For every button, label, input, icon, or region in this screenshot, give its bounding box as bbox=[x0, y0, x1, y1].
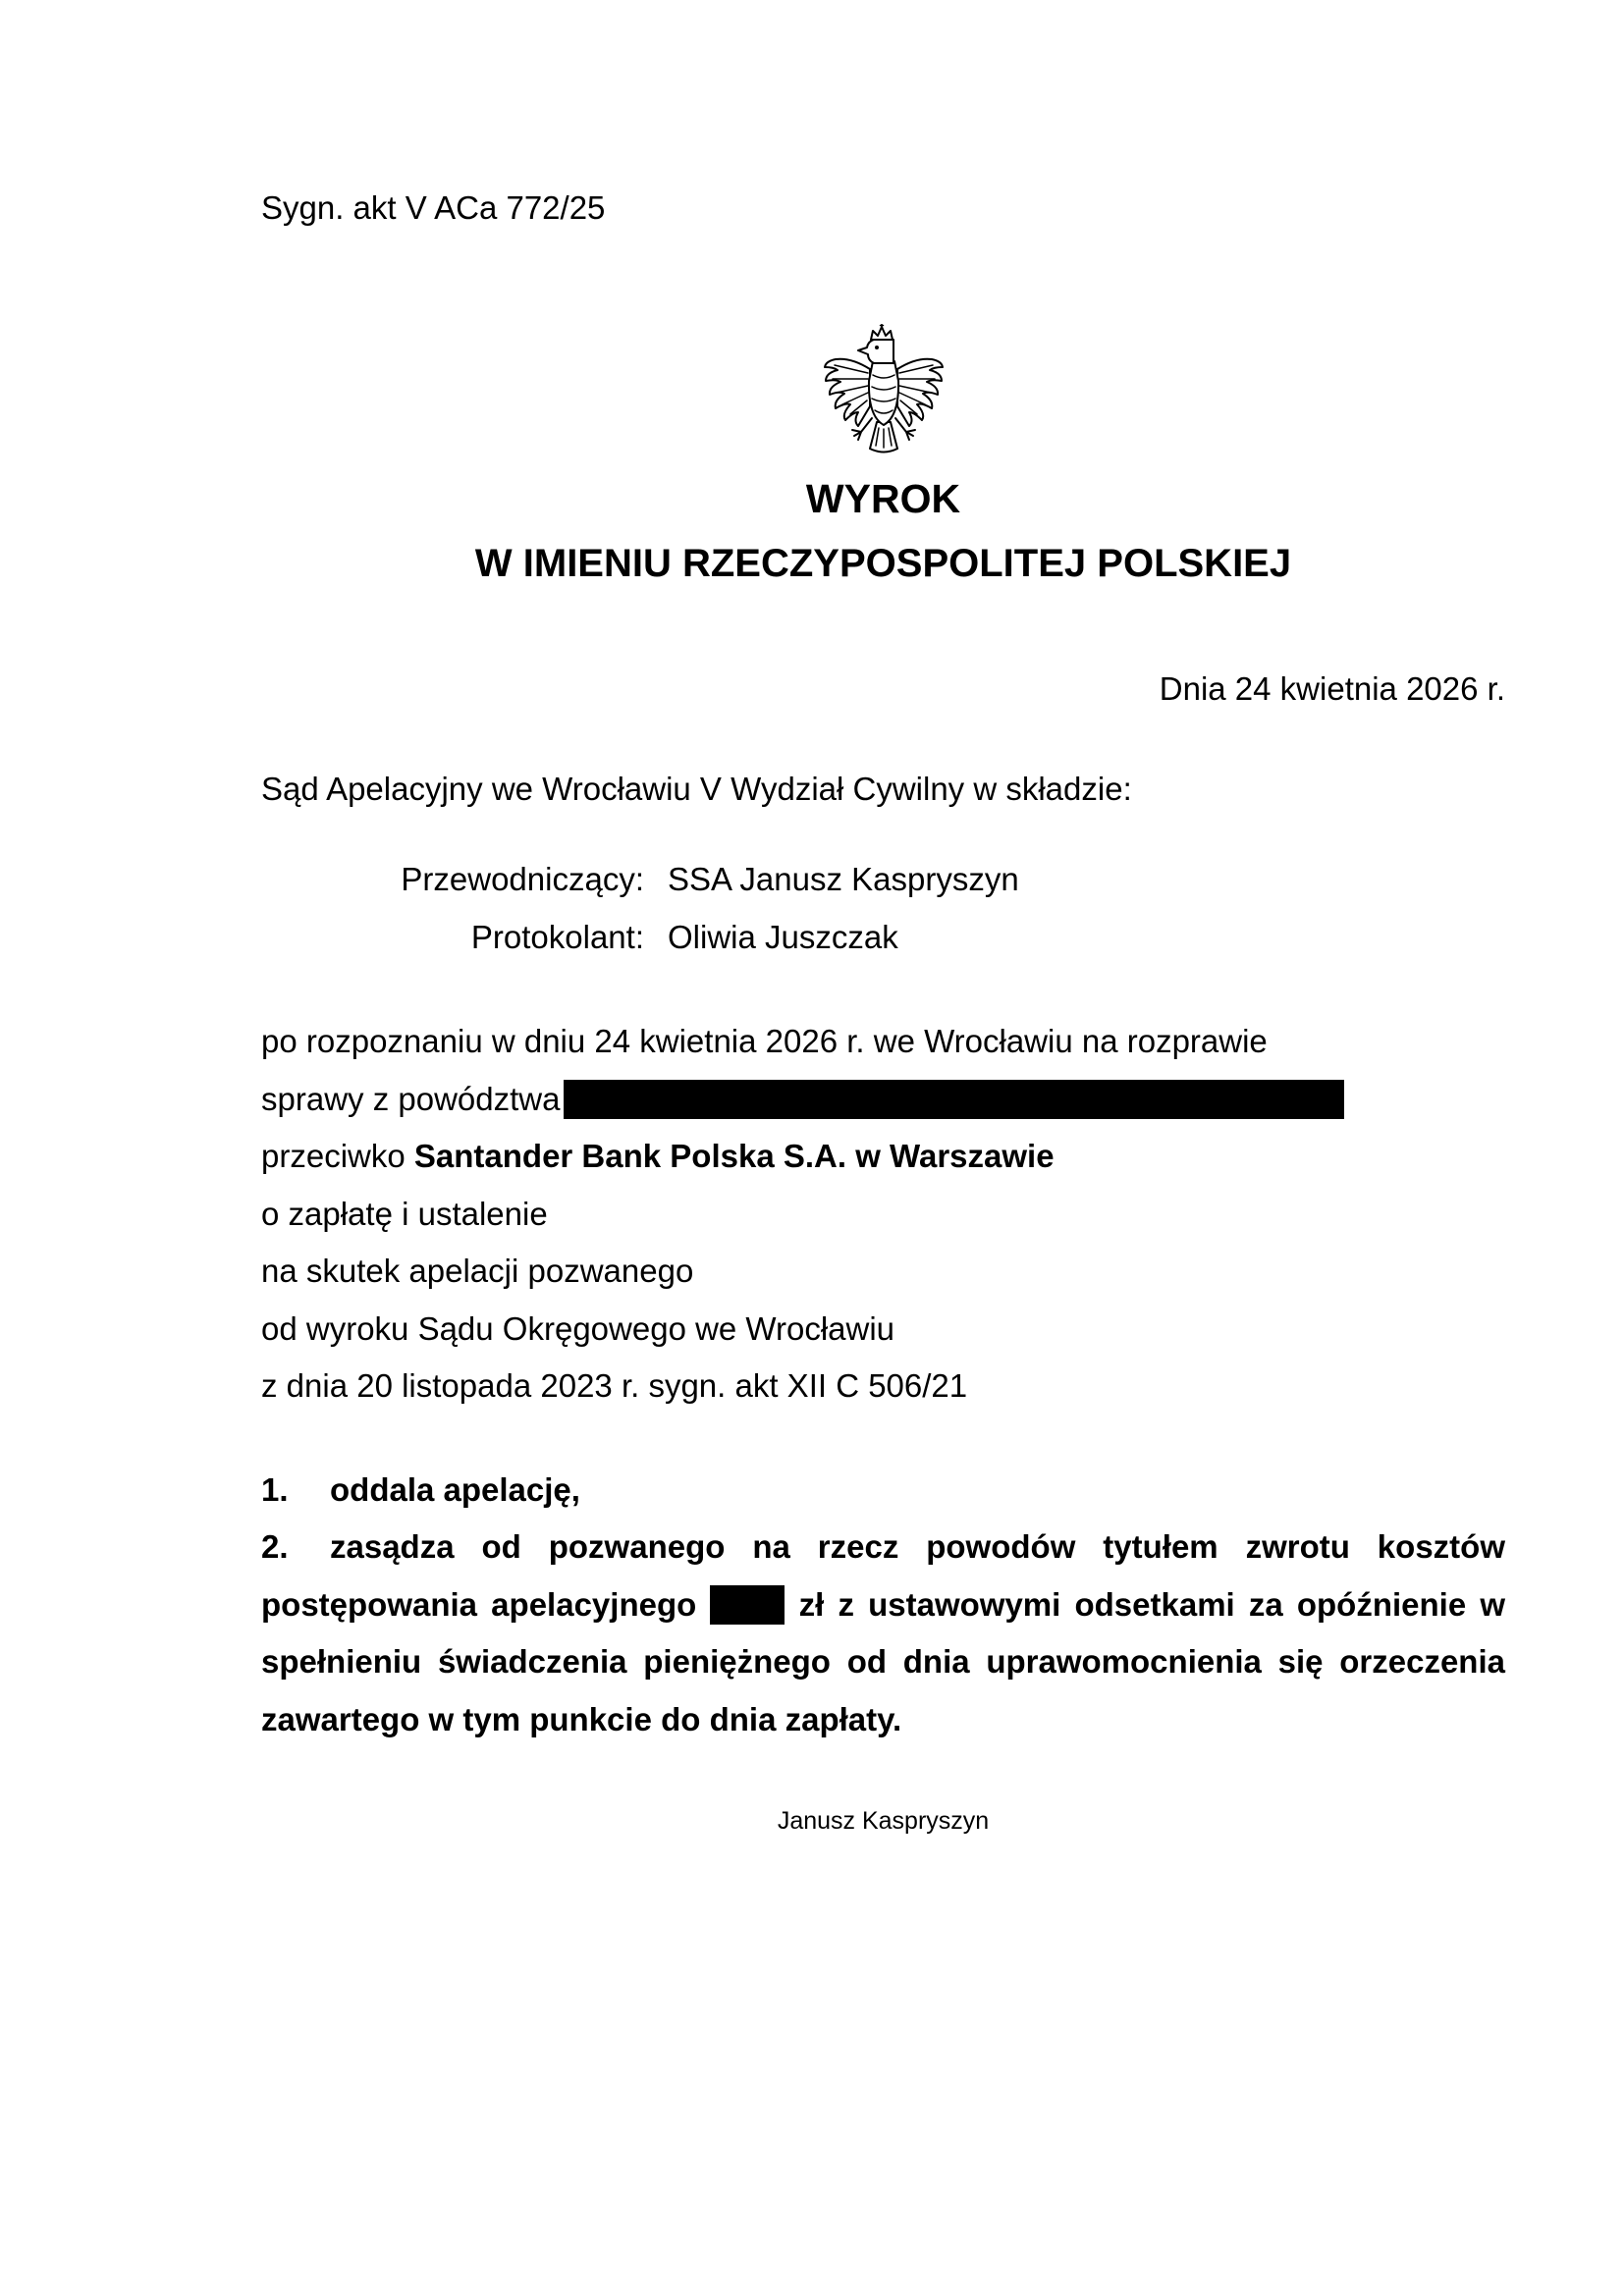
judgment-title: WYROK bbox=[805, 476, 961, 521]
claim-prefix: sprawy z powództwa bbox=[261, 1080, 561, 1117]
ruling-section bbox=[261, 1462, 1505, 1749]
panel-row-clerk bbox=[261, 908, 1505, 966]
panel-role-label: Przewodniczący: bbox=[401, 861, 644, 897]
judgment-subtitle: W IMIENIU RZECZYPOSPOLITEJ POLSKIEJ bbox=[474, 542, 1292, 585]
ruling-item-number: 1. bbox=[261, 1470, 289, 1508]
panel-judge-name: SSA Janusz Kaspryszyn bbox=[668, 861, 1019, 897]
ruling-item-1 bbox=[261, 1462, 1505, 1520]
appealed-judgment-date-line: z dnia 20 listopada 2023 r. sygn. akt XII C 506/21 bbox=[261, 1367, 968, 1404]
appeal-line: na skutek apelacji pozwanego bbox=[261, 1253, 694, 1289]
subject-line: o zapłatę i ustalenie bbox=[261, 1195, 548, 1232]
ruling-item-number: 2. bbox=[261, 1528, 289, 1565]
claim-line bbox=[261, 1071, 1505, 1129]
polish-eagle-icon bbox=[824, 324, 944, 463]
appealed-judgment-court-line: od wyroku Sądu Okręgowego we Wrocławiu bbox=[261, 1309, 895, 1347]
court-composition-intro: Sąd Apelacyjny we Wrocławiu V Wydział Cywilny w składzie: bbox=[261, 771, 1132, 807]
redaction-bar-plaintiff bbox=[564, 1080, 1344, 1119]
panel-role-label: Protokolant: bbox=[470, 919, 644, 955]
panel-composition bbox=[261, 850, 1505, 966]
ruling-item-text-before: zasądza od pozwanego na rzecz powodów tytułem zwrotu kosztów postępowania apelacyjnego bbox=[261, 1528, 1505, 1623]
recitals bbox=[261, 1013, 1505, 1415]
ruling-item-2 bbox=[261, 1519, 1505, 1748]
defendant-prefix: przeciwko bbox=[261, 1138, 406, 1174]
hearing-line: po rozpoznaniu w dniu 24 kwietnia 2026 r. we Wrocławiu na rozprawie bbox=[261, 1023, 1268, 1059]
judge-signature: Janusz Kaspryszyn bbox=[777, 1807, 990, 1835]
defendant-name: Santander Bank Polska S.A. w Warszawie bbox=[413, 1138, 1055, 1174]
defendant-line bbox=[261, 1128, 1505, 1186]
ruling-item-text: oddala apelację, bbox=[330, 1470, 580, 1508]
case-number: Sygn. akt V ACa 772/25 bbox=[261, 189, 606, 226]
panel-clerk-name: Oliwia Juszczak bbox=[668, 919, 898, 955]
judgment-date: Dnia 24 kwietnia 2026 r. bbox=[1159, 670, 1505, 707]
redaction-bar-amount bbox=[710, 1585, 785, 1625]
ruling-item-text-after: zł z ustawowymi odsetkami za opóźnienie w spełnieniu świadczenia pieniężnego od dnia uprawomocnienia się orzeczenia zawartego w tym punkcie do dnia zapłaty. bbox=[261, 1585, 1506, 1737]
panel-row-presiding bbox=[261, 850, 1505, 908]
